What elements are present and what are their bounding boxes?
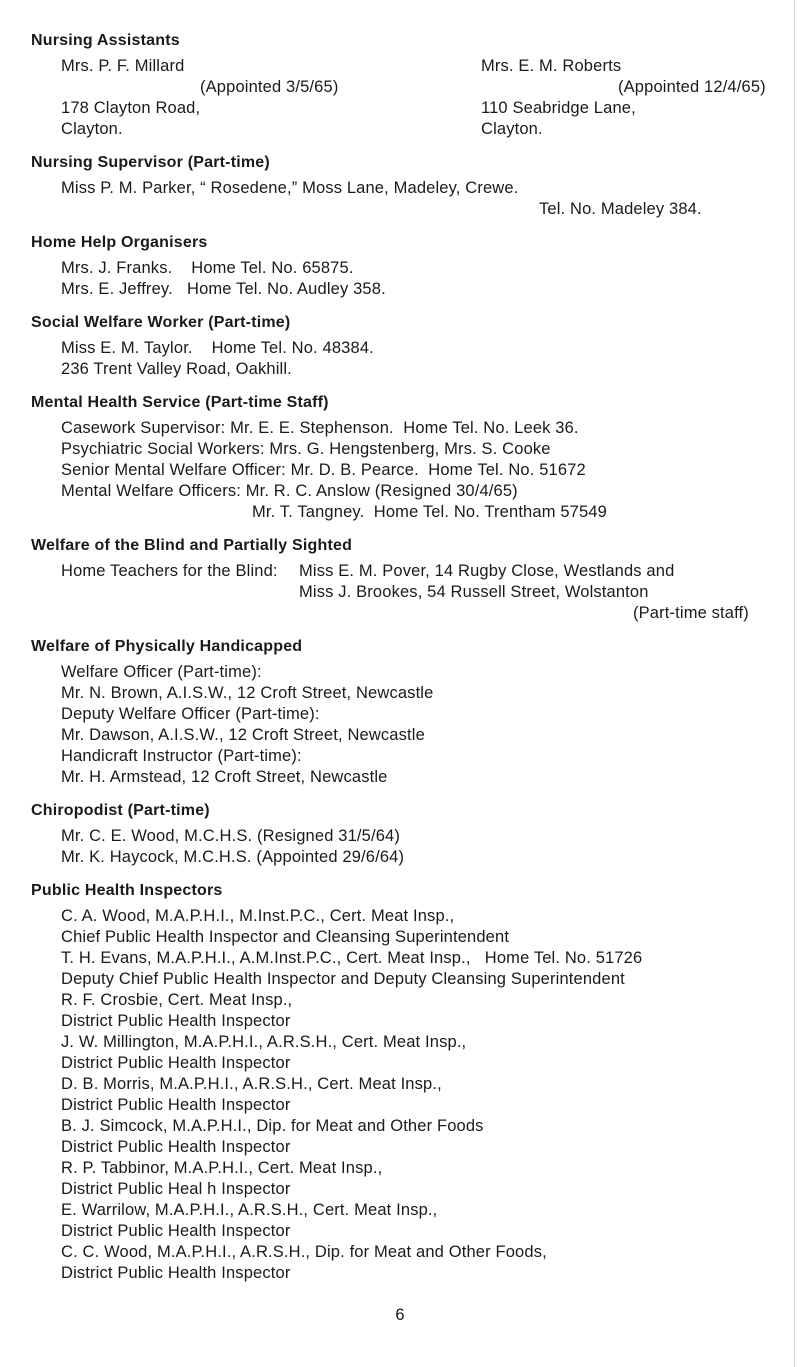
- handicapped-line: Handicraft Instructor (Part-time):: [61, 747, 302, 765]
- mental-health-line: Psychiatric Social Workers: Mrs. G. Hengstenberg, Mrs. S. Cooke: [61, 440, 551, 458]
- handicapped-line: Mr. H. Armstead, 12 Croft Street, Newcastle: [61, 768, 388, 786]
- mental-health-line: Casework Supervisor: Mr. E. E. Stephenson. Home Tel. No. Leek 36.: [61, 419, 579, 437]
- inspector-line: T. H. Evans, M.A.P.H.I., A.M.Inst.P.C., Cert. Meat Insp., Home Tel. No. 51726: [61, 949, 643, 967]
- section-heading-chiropodist: Chiropodist (Part-time): [31, 802, 210, 819]
- section-heading-mental-health: Mental Health Service (Part-time Staff): [31, 394, 329, 411]
- inspector-line: E. Warrilow, M.A.P.H.I., A.R.S.H., Cert. Meat Insp.,: [61, 1201, 438, 1219]
- inspector-line: R. P. Tabbinor, M.A.P.H.I., Cert. Meat Insp.,: [61, 1159, 383, 1177]
- inspector-line: B. J. Simcock, M.A.P.H.I., Dip. for Meat and Other Foods: [61, 1117, 484, 1135]
- assistant-right-address2: Clayton.: [481, 120, 543, 138]
- section-heading-nursing-supervisor: Nursing Supervisor (Part-time): [31, 154, 270, 171]
- inspector-line: Deputy Chief Public Health Inspector and Deputy Cleansing Superintendent: [61, 970, 625, 988]
- assistant-right-appointed: (Appointed 12/4/65): [618, 78, 766, 96]
- chiropodist-line: Mr. K. Haycock, M.C.H.S. (Appointed 29/6/64): [61, 848, 405, 866]
- home-help-line: Mrs. J. Franks. Home Tel. No. 65875.: [61, 259, 354, 277]
- inspector-line: District Public Health Inspector: [61, 1222, 291, 1240]
- assistant-right-address1: 110 Seabridge Lane,: [481, 99, 636, 117]
- inspector-line: J. W. Millington, M.A.P.H.I., A.R.S.H., Cert. Meat Insp.,: [61, 1033, 467, 1051]
- handicapped-line: Welfare Officer (Part-time):: [61, 663, 262, 681]
- social-welfare-line: 236 Trent Valley Road, Oakhill.: [61, 360, 292, 378]
- section-heading-home-help: Home Help Organisers: [31, 234, 208, 251]
- mental-health-line: Mr. T. Tangney. Home Tel. No. Trentham 57549: [252, 503, 607, 521]
- inspector-line: District Public Health Inspector: [61, 1264, 291, 1282]
- handicapped-line: Mr. Dawson, A.I.S.W., 12 Croft Street, Newcastle: [61, 726, 425, 744]
- section-heading-handicapped: Welfare of Physically Handicapped: [31, 638, 303, 655]
- inspector-line: District Public Health Inspector: [61, 1054, 291, 1072]
- home-help-line: Mrs. E. Jeffrey. Home Tel. No. Audley 358.: [61, 280, 386, 298]
- assistant-left-address1: 178 Clayton Road,: [61, 99, 201, 117]
- blind-teacher-line: Miss E. M. Pover, 14 Rugby Close, Westlands and: [299, 562, 675, 580]
- section-heading-nursing-assistants: Nursing Assistants: [31, 32, 180, 49]
- section-heading-social-welfare: Social Welfare Worker (Part-time): [31, 314, 291, 331]
- section-heading-inspectors: Public Health Inspectors: [31, 882, 223, 899]
- social-welfare-line: Miss E. M. Taylor. Home Tel. No. 48384.: [61, 339, 374, 357]
- assistant-left-appointed: (Appointed 3/5/65): [200, 78, 339, 96]
- inspector-line: District Public Health Inspector: [61, 1096, 291, 1114]
- blind-teacher-line: Miss J. Brookes, 54 Russell Street, Wolstanton: [299, 583, 649, 601]
- assistant-left-address2: Clayton.: [61, 120, 123, 138]
- inspector-line: R. F. Crosbie, Cert. Meat Insp.,: [61, 991, 293, 1009]
- handicapped-line: Deputy Welfare Officer (Part-time):: [61, 705, 320, 723]
- handicapped-line: Mr. N. Brown, A.I.S.W., 12 Croft Street, Newcastle: [61, 684, 434, 702]
- blind-part-time: (Part-time staff): [633, 604, 749, 622]
- inspector-line: District Public Health Inspector: [61, 1012, 291, 1030]
- mental-health-line: Mental Welfare Officers: Mr. R. C. Anslow (Resigned 30/4/65): [61, 482, 518, 500]
- page-number: 6: [395, 1306, 405, 1324]
- mental-health-line: Senior Mental Welfare Officer: Mr. D. B. Pearce. Home Tel. No. 51672: [61, 461, 586, 479]
- chiropodist-line: Mr. C. E. Wood, M.C.H.S. (Resigned 31/5/64): [61, 827, 401, 845]
- inspector-line: C. A. Wood, M.A.P.H.I., M.Inst.P.C., Cert. Meat Insp.,: [61, 907, 455, 925]
- scan-edge: [794, 0, 795, 1367]
- inspector-line: C. C. Wood, M.A.P.H.I., A.R.S.H., Dip. for Meat and Other Foods,: [61, 1243, 547, 1261]
- inspector-line: District Public Heal h Inspector: [61, 1180, 291, 1198]
- supervisor-line: Miss P. M. Parker, “ Rosedene,” Moss Lane, Madeley, Crewe.: [61, 179, 519, 197]
- assistant-left-name: Mrs. P. F. Millard: [61, 57, 185, 75]
- section-heading-blind: Welfare of the Blind and Partially Sighted: [31, 537, 353, 554]
- supervisor-tel: Tel. No. Madeley 384.: [539, 200, 702, 218]
- assistant-right-name: Mrs. E. M. Roberts: [481, 57, 622, 75]
- blind-label: Home Teachers for the Blind:: [61, 562, 278, 580]
- inspector-line: D. B. Morris, M.A.P.H.I., A.R.S.H., Cert. Meat Insp.,: [61, 1075, 442, 1093]
- inspector-line: District Public Health Inspector: [61, 1138, 291, 1156]
- inspector-line: Chief Public Health Inspector and Cleansing Superintendent: [61, 928, 510, 946]
